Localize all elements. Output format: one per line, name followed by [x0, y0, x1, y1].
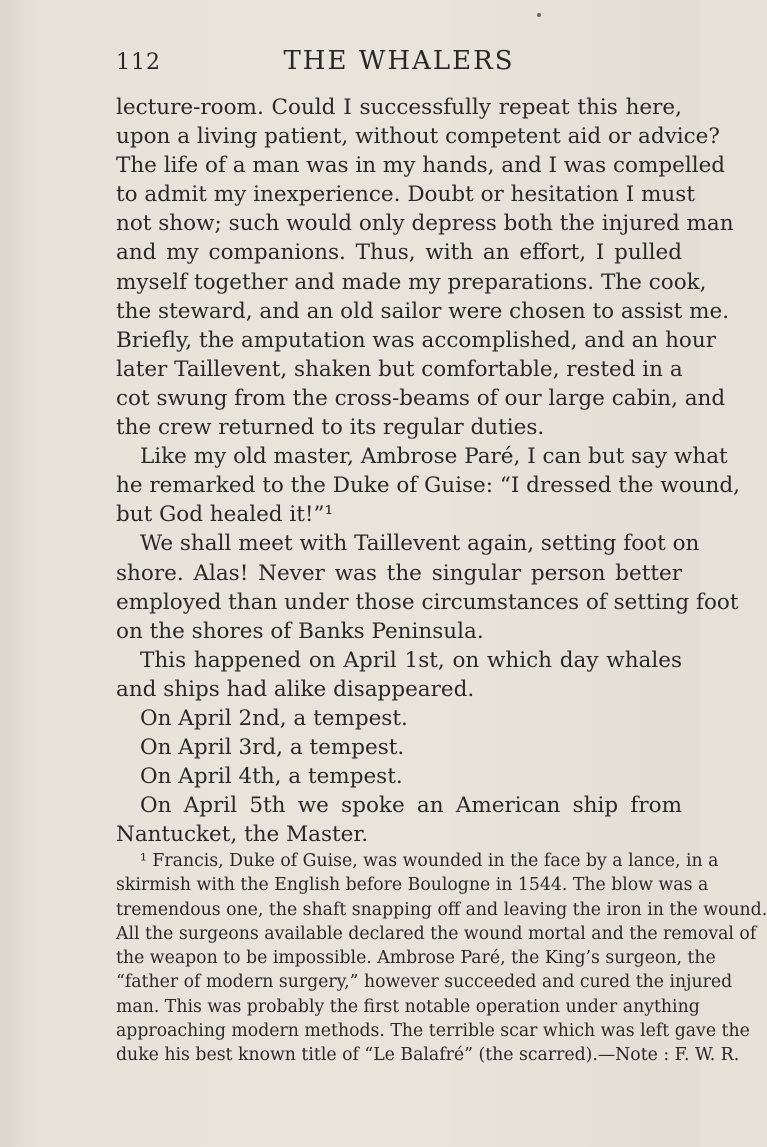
text-line: We shall meet with Taillevent again, setting foot on — [140, 531, 700, 557]
text-line: myself together and made my preparations. The cook, — [116, 269, 707, 295]
page-header — [116, 44, 682, 84]
text-line: On April 3rd, a tempest. — [140, 735, 405, 761]
text-line: later Taillevent, shaken but comfortable, rested in a — [116, 356, 683, 382]
text-line: Like my old master, Ambrose Paré, I can but say what — [140, 444, 728, 470]
text-line: and ships had alike disappeared. — [116, 676, 475, 702]
text-line: On April 4th, a tempest. — [140, 764, 403, 790]
text-line: to admit my inexperience. Doubt or hesitation I must — [116, 182, 695, 208]
text-line: The life of a man was in my hands, and I was compelled — [116, 153, 726, 179]
text-line: the crew returned to its regular duties. — [116, 415, 545, 441]
text-line: and my companions. Thus, with an effort, I pulled — [116, 240, 682, 266]
page-number: 112 — [116, 50, 161, 75]
footnote-line: “father of modern surgery,” however succeeded and cured the injured — [116, 972, 733, 993]
footnote-line: approaching modern methods. The terrible scar which was left gave the — [116, 1021, 750, 1042]
footnote-line: tremendous one, the shaft snapping off and leaving the iron in the wound. — [116, 899, 767, 920]
text-line: This happened on April 1st, on which day whales — [140, 647, 682, 673]
footnote — [116, 849, 767, 1068]
text-line: Briefly, the amputation was accomplished, and an hour — [116, 327, 716, 353]
running-head: THE WHALERS — [283, 46, 515, 76]
footnote-line: duke his best known title of “Le Balafré” (the scarred).—Note : F. W. R. — [116, 1045, 740, 1066]
text-line: on the shores of Banks Peninsula. — [116, 618, 484, 644]
text-line: the steward, and an old sailor were chosen to assist me. — [116, 298, 730, 324]
text-line: lecture-room. Could I successfully repeat this here, — [116, 95, 682, 120]
ink-speck — [537, 13, 541, 17]
text-line: he remarked to the Duke of Guise: “I dressed the wound, — [116, 473, 740, 499]
body-text — [116, 93, 740, 849]
footnote-line: skirmish with the English before Boulogne in 1544. The blow was a — [116, 875, 709, 896]
footnote-line: man. This was probably the first notable operation under anything — [116, 996, 700, 1017]
text-line: shore. Alas! Never was the singular person better — [116, 560, 682, 586]
text-line: On April 5th we spoke an American ship from — [140, 793, 682, 819]
text-line: On April 2nd, a tempest. — [140, 705, 408, 731]
footnote-line: the weapon to be impossible. Ambrose Paré, the King’s surgeon, the — [116, 948, 716, 969]
text-line: upon a living patient, without competent aid or advice? — [116, 124, 720, 150]
footnote-line: All the surgeons available declared the wound mortal and the removal of — [116, 923, 757, 944]
text-line: Nantucket, the Master. — [116, 822, 369, 848]
text-line: cot swung from the cross-beams of our large cabin, and — [116, 385, 726, 411]
text-line: employed than under those circumstances of setting foot — [116, 589, 739, 615]
text-line: not show; such would only depress both the injured man — [116, 211, 734, 237]
text-line: but God healed it!”¹ — [116, 502, 334, 528]
footnote-line: ¹ Francis, Duke of Guise, was wounded in the face by a lance, in a — [140, 851, 719, 871]
